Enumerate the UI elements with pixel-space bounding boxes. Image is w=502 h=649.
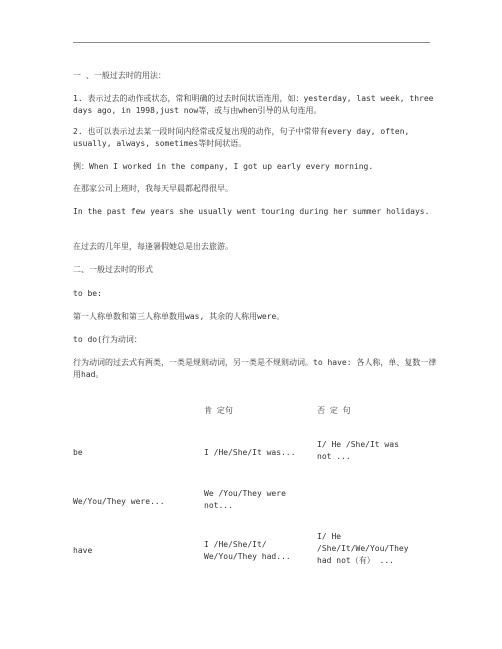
example-sentence-2: In the past few years she usually went touring during her summer holidays. bbox=[73, 207, 430, 216]
example-translation-2: 在过去的几年里，每逢暑假她总是出去旅游。 bbox=[73, 242, 233, 251]
row-have-label: have bbox=[73, 546, 93, 555]
to-be-label: to be: bbox=[73, 289, 102, 298]
header-negative: 否 定 句 bbox=[317, 406, 351, 415]
to-do-rule: 行为动词的过去式有两类，一类是规则动词，另一类是不规则动词。to have: 各人称，单、复数一律用had。 bbox=[73, 358, 437, 379]
row-have-affirmative: I /He/She/It/ We/You/They had... bbox=[204, 540, 291, 561]
to-be-rule: 第一人称单数和第三人称单数用was, 其余的人称用were。 bbox=[73, 312, 285, 321]
usage-point-2: 2. 也可以表示过去某一段时间内经常或反复出现的动作，句子中常带有every day, often, usually, always, sometimes等时间状语。 bbox=[73, 127, 410, 148]
example-sentence: 例：When I worked in the company, I got up early every morning. bbox=[73, 162, 374, 171]
section-heading-usage: 一 、一般过去时的用法： bbox=[73, 71, 166, 80]
to-do-label: to do(行为动词： bbox=[73, 335, 142, 344]
row-be-label: be bbox=[73, 448, 83, 457]
header-rule bbox=[73, 42, 430, 43]
row-be-negative: I/ He /She/It was not ... bbox=[317, 440, 399, 461]
row-have-negative: I/ He /She/It/We/You/They had not（有） ... bbox=[317, 532, 409, 565]
row-were-label: We/You/They were... bbox=[73, 497, 165, 506]
section-heading-forms: 二、一般过去时的形式 bbox=[73, 265, 153, 274]
row-be-affirmative: I /He/She/It was... bbox=[204, 448, 296, 457]
row-were-affirmative: We /You/They were not... bbox=[204, 489, 286, 510]
example-translation: 在那家公司上班时，我每天早晨都起得很早。 bbox=[73, 184, 233, 193]
header-affirmative: 肯 定句 bbox=[204, 406, 233, 415]
usage-point-1: 1. 表示过去的动作或状态，常和明确的过去时间状语连用，如：yesterday, last week, three days ago, in 1998,just now等，或与由when引导的从句连用。 bbox=[73, 94, 434, 115]
